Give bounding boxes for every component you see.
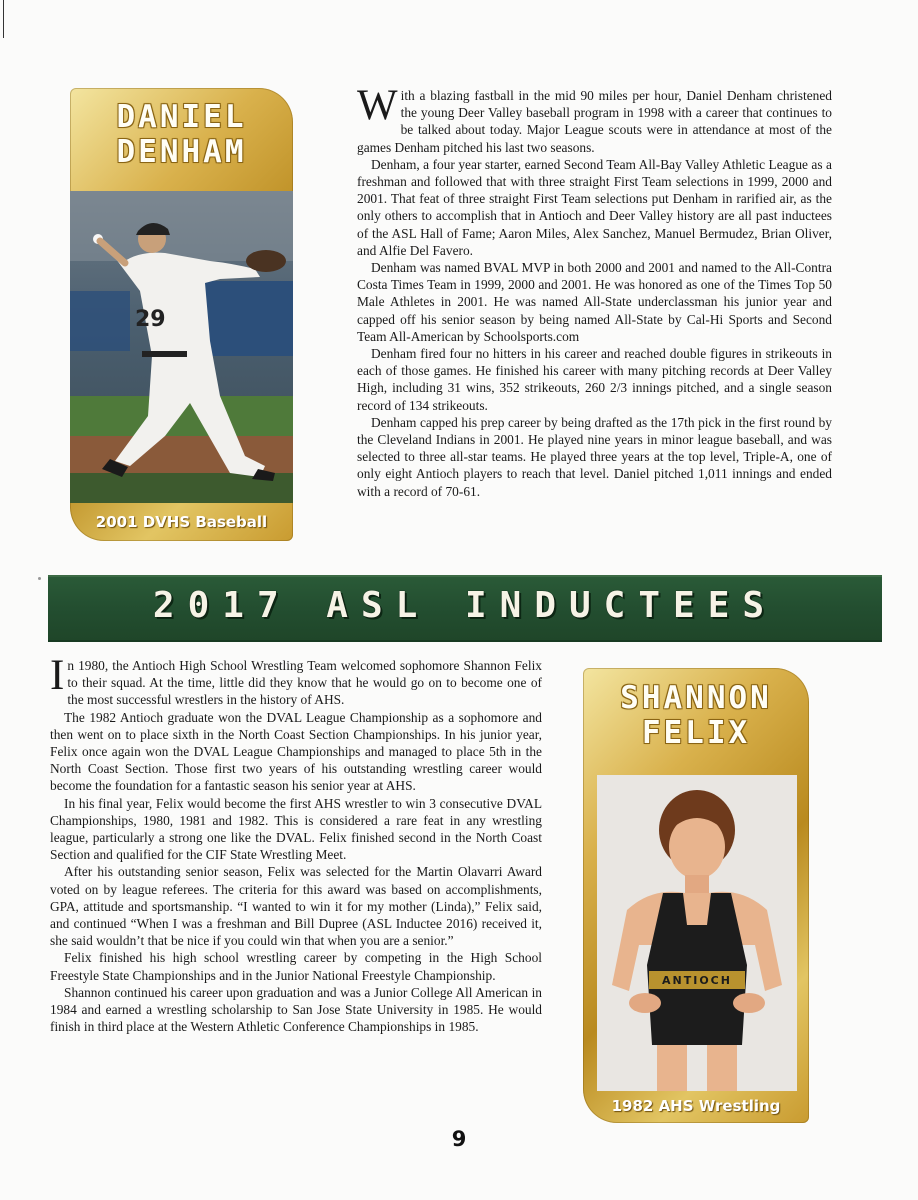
felix-dropcap: I: [50, 652, 65, 699]
denham-card: [70, 88, 293, 541]
felix-article: [50, 652, 542, 1035]
felix-caption: 1982 AHS Wrestling: [611, 1097, 781, 1115]
page-number: 9: [451, 1127, 467, 1151]
singlet-lettering: ANTIOCH: [662, 974, 732, 987]
felix-paragraph-6: Shannon continued his career upon graduation and was a Junior College All American in 1984 and earned a wrestling scholarship to San Jose State University in 1985. He would finish in third place at the Western Athletic Conference Championships in 1985.: [50, 984, 542, 1035]
denham-name-line1: DANIEL: [116, 99, 247, 135]
felix-paragraph-4: After his outstanding senior season, Felix was selected for the Martin Olavarri Award voted on by league referees. The criteria for this award was based on accomplishments, GPA, attitude and sportsmanship. “I wanted to win it for my mother (Linda),” Felix said, and continued “When I was a freshman and Bill Dupree (ASL Inductee 2016) received it, she said wouldn’t that be nice if you could win that when you are a senior.”: [50, 864, 542, 949]
svg-text:29: 29: [135, 307, 166, 332]
denham-paragraph-1: ith a blazing fastball in the mid 90 miles per hour, Daniel Denham christened the young Deer Valley baseball program in 1998 with a career that continues to be talked about today. Major League scouts were in attendance at most of the games Denham pitched his last two seasons.: [357, 88, 832, 155]
felix-paragraph-3: In his final year, Felix would become the first AHS wrestler to win 3 consecutive DVAL Championships, 1980, 1981 and 1982. This is considered a rare feat in any wrestling league, particularly a strong one like the DVAL. Felix finished second in the North Coast Section and qualified for the CIF State Wrestling Meet.: [50, 795, 542, 863]
denham-name: [70, 100, 293, 169]
felix-card: [583, 668, 809, 1123]
felix-name-line2: FELIX: [641, 714, 751, 751]
felix-paragraph-1: n 1980, the Antioch High School Wrestling Team welcomed sophomore Shannon Felix to their squad. At the time, little did they know that he would go on to become one of the most successful wrestlers in the history of AHS.: [67, 658, 542, 708]
denham-paragraph-4: Denham fired four no hitters in his career and reached double figures in strikeouts in each of those games. He finished his career with many pitching records at Deer Valley High, including 31 wins, 352 strikeouts, 260 2/3 innings pitched, and a single season record of 134 strikeouts.: [357, 346, 832, 413]
felix-name-line1: SHANNON: [620, 680, 772, 716]
scan-speck: [38, 577, 41, 580]
felix-name: [583, 681, 809, 750]
baseball-pitcher-illustration: [70, 191, 293, 503]
page-edge-mark: [3, 0, 4, 38]
inductees-banner: [48, 575, 882, 642]
denham-paragraph-2: Denham, a four year starter, earned Second Team All-Bay Valley Athletic League as a freshman and followed that with three straight First Team selections in 1999, 2000 and 2001. That feat of three straight First Team selections put Denham in rarified air, as the only others to accomplish that in Antioch and Deer Valley history are all past inductees of the ASL Hall of Fame; Aaron Miles, Alex Sanchez, Manuel Bermudez, Brian Oliver, and Alfie Del Favero.: [357, 156, 832, 258]
denham-paragraph-5: Denham capped his prep career by being drafted as the 17th pick in the first round by the Cleveland Indians in 2001. He played nine years in minor league baseball, and was selected to three all-star teams. He played three years at the top level, Triple-A, one of only eight Antioch players to reach that level. Daniel pitched 1,011 innings and ended with a record of 70-61.: [357, 414, 832, 499]
felix-paragraph-2: The 1982 Antioch graduate won the DVAL League Championship as a sophomore and then went on to place sixth in the North Coast Section Championships. In his junior year, Felix once again won the DVAL League Championships and managed to place 5th in the North Coast Section. Those first two years of his outstanding wrestling career would become the foundation for a fantastic season his senior year at AHS.: [50, 709, 542, 794]
banner-title: 2017 ASL INDUCTEES: [152, 585, 778, 626]
denham-paragraph-3: Denham was named BVAL MVP in both 2000 and 2001 and named to the All-Contra Costa Times Team in 1999, 2000 and 2001. He was honored as one of the Times Top 50 Male Athletes in 2001. He was named All-State underclassman his junior year and capped off his senior season by being named All-State by Cal-Hi Sports and Second Team All-American by Schoolsports.com: [357, 260, 832, 344]
felix-paragraph-5: Felix finished his high school wrestling career by competing in the High School Freestyle State Championships and in the Junior National Freestyle Championship.: [50, 950, 542, 983]
wrestler-illustration: [597, 775, 797, 1091]
denham-caption: 2001 DVHS Baseball: [95, 513, 268, 531]
denham-dropcap: W: [357, 82, 398, 129]
denham-name-line2: DENHAM: [116, 133, 247, 170]
denham-article: [357, 82, 832, 500]
felix-photo: [597, 775, 797, 1091]
denham-photo: [70, 191, 293, 503]
